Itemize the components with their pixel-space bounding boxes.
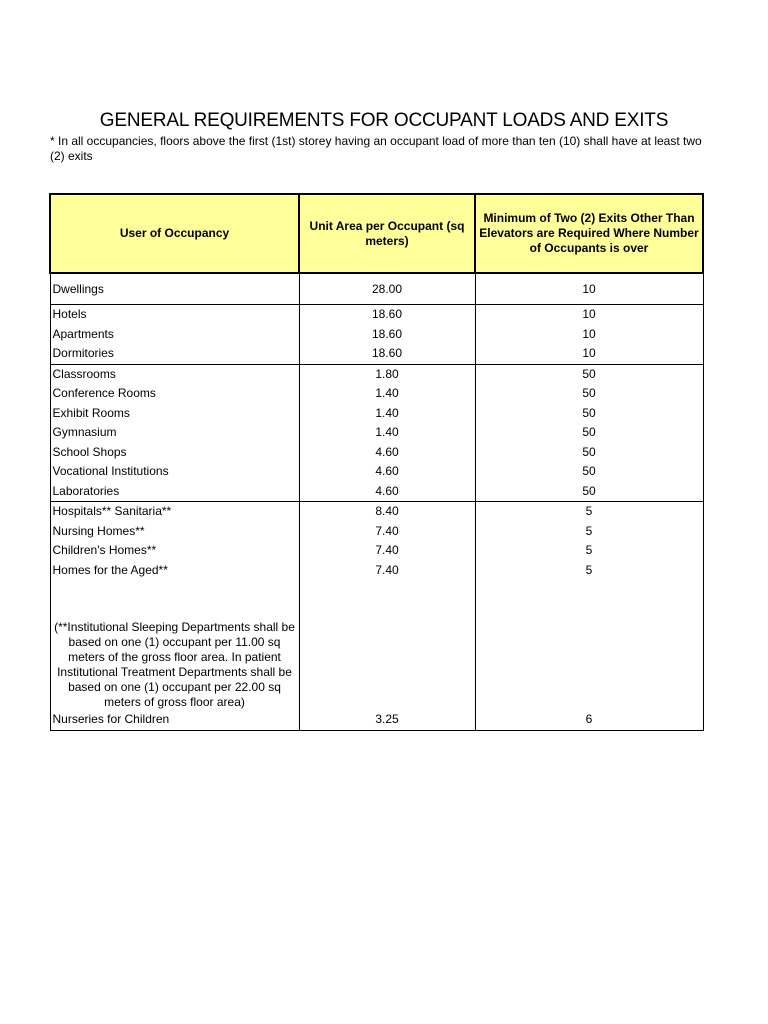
occupant-count-cell: 5: [475, 502, 703, 522]
occupancy-cell: Gymnasium: [50, 423, 299, 443]
unit-area-cell: 8.40: [299, 502, 475, 522]
table-row: [50, 404, 703, 424]
occupant-count-cell: 50: [475, 364, 703, 384]
occupant-count-cell: 50: [475, 384, 703, 404]
occupancy-cell: Dwellings: [50, 273, 299, 305]
institutional-footnote: (**Institutional Sleeping Departments shall be based on one (1) occupant per 11.00 sq meters of the gross floor area. In patient Institutional Treatment Departments shall be based on one (1) occupant per 22.00 sq meters of gross floor area): [50, 620, 299, 710]
table-row: [50, 462, 703, 482]
occupant-count-cell: 5: [475, 561, 703, 581]
unit-area-cell: 18.60: [299, 305, 475, 325]
table-row: [50, 561, 703, 581]
occupant-count-cell: 10: [475, 344, 703, 364]
table-row: [50, 273, 703, 305]
table-row: [50, 502, 703, 522]
footnote-row: [50, 620, 703, 710]
occupant-loads-table: [49, 193, 704, 731]
table-row: [50, 522, 703, 542]
unit-area-cell: 4.60: [299, 443, 475, 463]
unit-area-cell: 7.40: [299, 561, 475, 581]
occupancy-cell: Nursing Homes**: [50, 522, 299, 542]
unit-area-cell: 4.60: [299, 482, 475, 502]
table-header-row: [50, 194, 703, 273]
occupant-count-cell: 50: [475, 462, 703, 482]
exit-requirement-note: * In all occupancies, floors above the first (1st) storey having an occupant load of more than ten (10) shall have at least two (2) exits: [50, 134, 702, 163]
occupancy-cell: Nurseries for Children: [50, 710, 299, 730]
unit-area-cell: 1.40: [299, 404, 475, 424]
header-min-exits: Minimum of Two (2) Exits Other Than Elevators are Required Where Number of Occupants is over: [475, 194, 703, 273]
unit-area-cell: 18.60: [299, 344, 475, 364]
occupancy-cell: Laboratories: [50, 482, 299, 502]
table-row: [50, 384, 703, 404]
occupant-count-cell: 50: [475, 423, 703, 443]
unit-area-cell: 7.40: [299, 541, 475, 561]
occupancy-cell: Classrooms: [50, 364, 299, 384]
unit-area-cell: 1.40: [299, 423, 475, 443]
occupant-count-cell: 50: [475, 404, 703, 424]
table-row: [50, 710, 703, 730]
table-row: [50, 482, 703, 502]
table-row: [50, 541, 703, 561]
occupant-count-cell: 5: [475, 541, 703, 561]
table-row: [50, 344, 703, 364]
occupant-count-cell: 6: [475, 710, 703, 730]
occupancy-cell: Hotels: [50, 305, 299, 325]
page-title: GENERAL REQUIREMENTS FOR OCCUPANT LOADS AND EXITS: [99, 110, 669, 131]
table-row: [50, 423, 703, 443]
occupancy-cell: Dormitories: [50, 344, 299, 364]
occupancy-cell: Conference Rooms: [50, 384, 299, 404]
occupancy-cell: Apartments: [50, 325, 299, 345]
occupancy-cell: Exhibit Rooms: [50, 404, 299, 424]
unit-area-cell: 1.40: [299, 384, 475, 404]
spacer-row: [50, 580, 703, 620]
table-row: [50, 364, 703, 384]
unit-area-cell: 28.00: [299, 273, 475, 305]
unit-area-cell: 1.80: [299, 364, 475, 384]
occupant-count-cell: 10: [475, 305, 703, 325]
unit-area-cell: 7.40: [299, 522, 475, 542]
unit-area-cell: 3.25: [299, 710, 475, 730]
occupancy-cell: Homes for the Aged**: [50, 561, 299, 581]
occupancy-cell: Vocational Institutions: [50, 462, 299, 482]
occupant-count-cell: 5: [475, 522, 703, 542]
occupant-count-cell: 50: [475, 482, 703, 502]
occupant-count-cell: 10: [475, 325, 703, 345]
occupancy-cell: Hospitals** Sanitaria**: [50, 502, 299, 522]
occupancy-cell: Children's Homes**: [50, 541, 299, 561]
table-row: [50, 325, 703, 345]
table-row: [50, 443, 703, 463]
header-use-of-occupancy: User of Occupancy: [50, 194, 299, 273]
unit-area-cell: 4.60: [299, 462, 475, 482]
occupancy-cell: School Shops: [50, 443, 299, 463]
table-row: [50, 305, 703, 325]
header-unit-area: Unit Area per Occupant (sq meters): [299, 194, 475, 273]
unit-area-cell: 18.60: [299, 325, 475, 345]
occupant-count-cell: 50: [475, 443, 703, 463]
occupant-count-cell: 10: [475, 273, 703, 305]
